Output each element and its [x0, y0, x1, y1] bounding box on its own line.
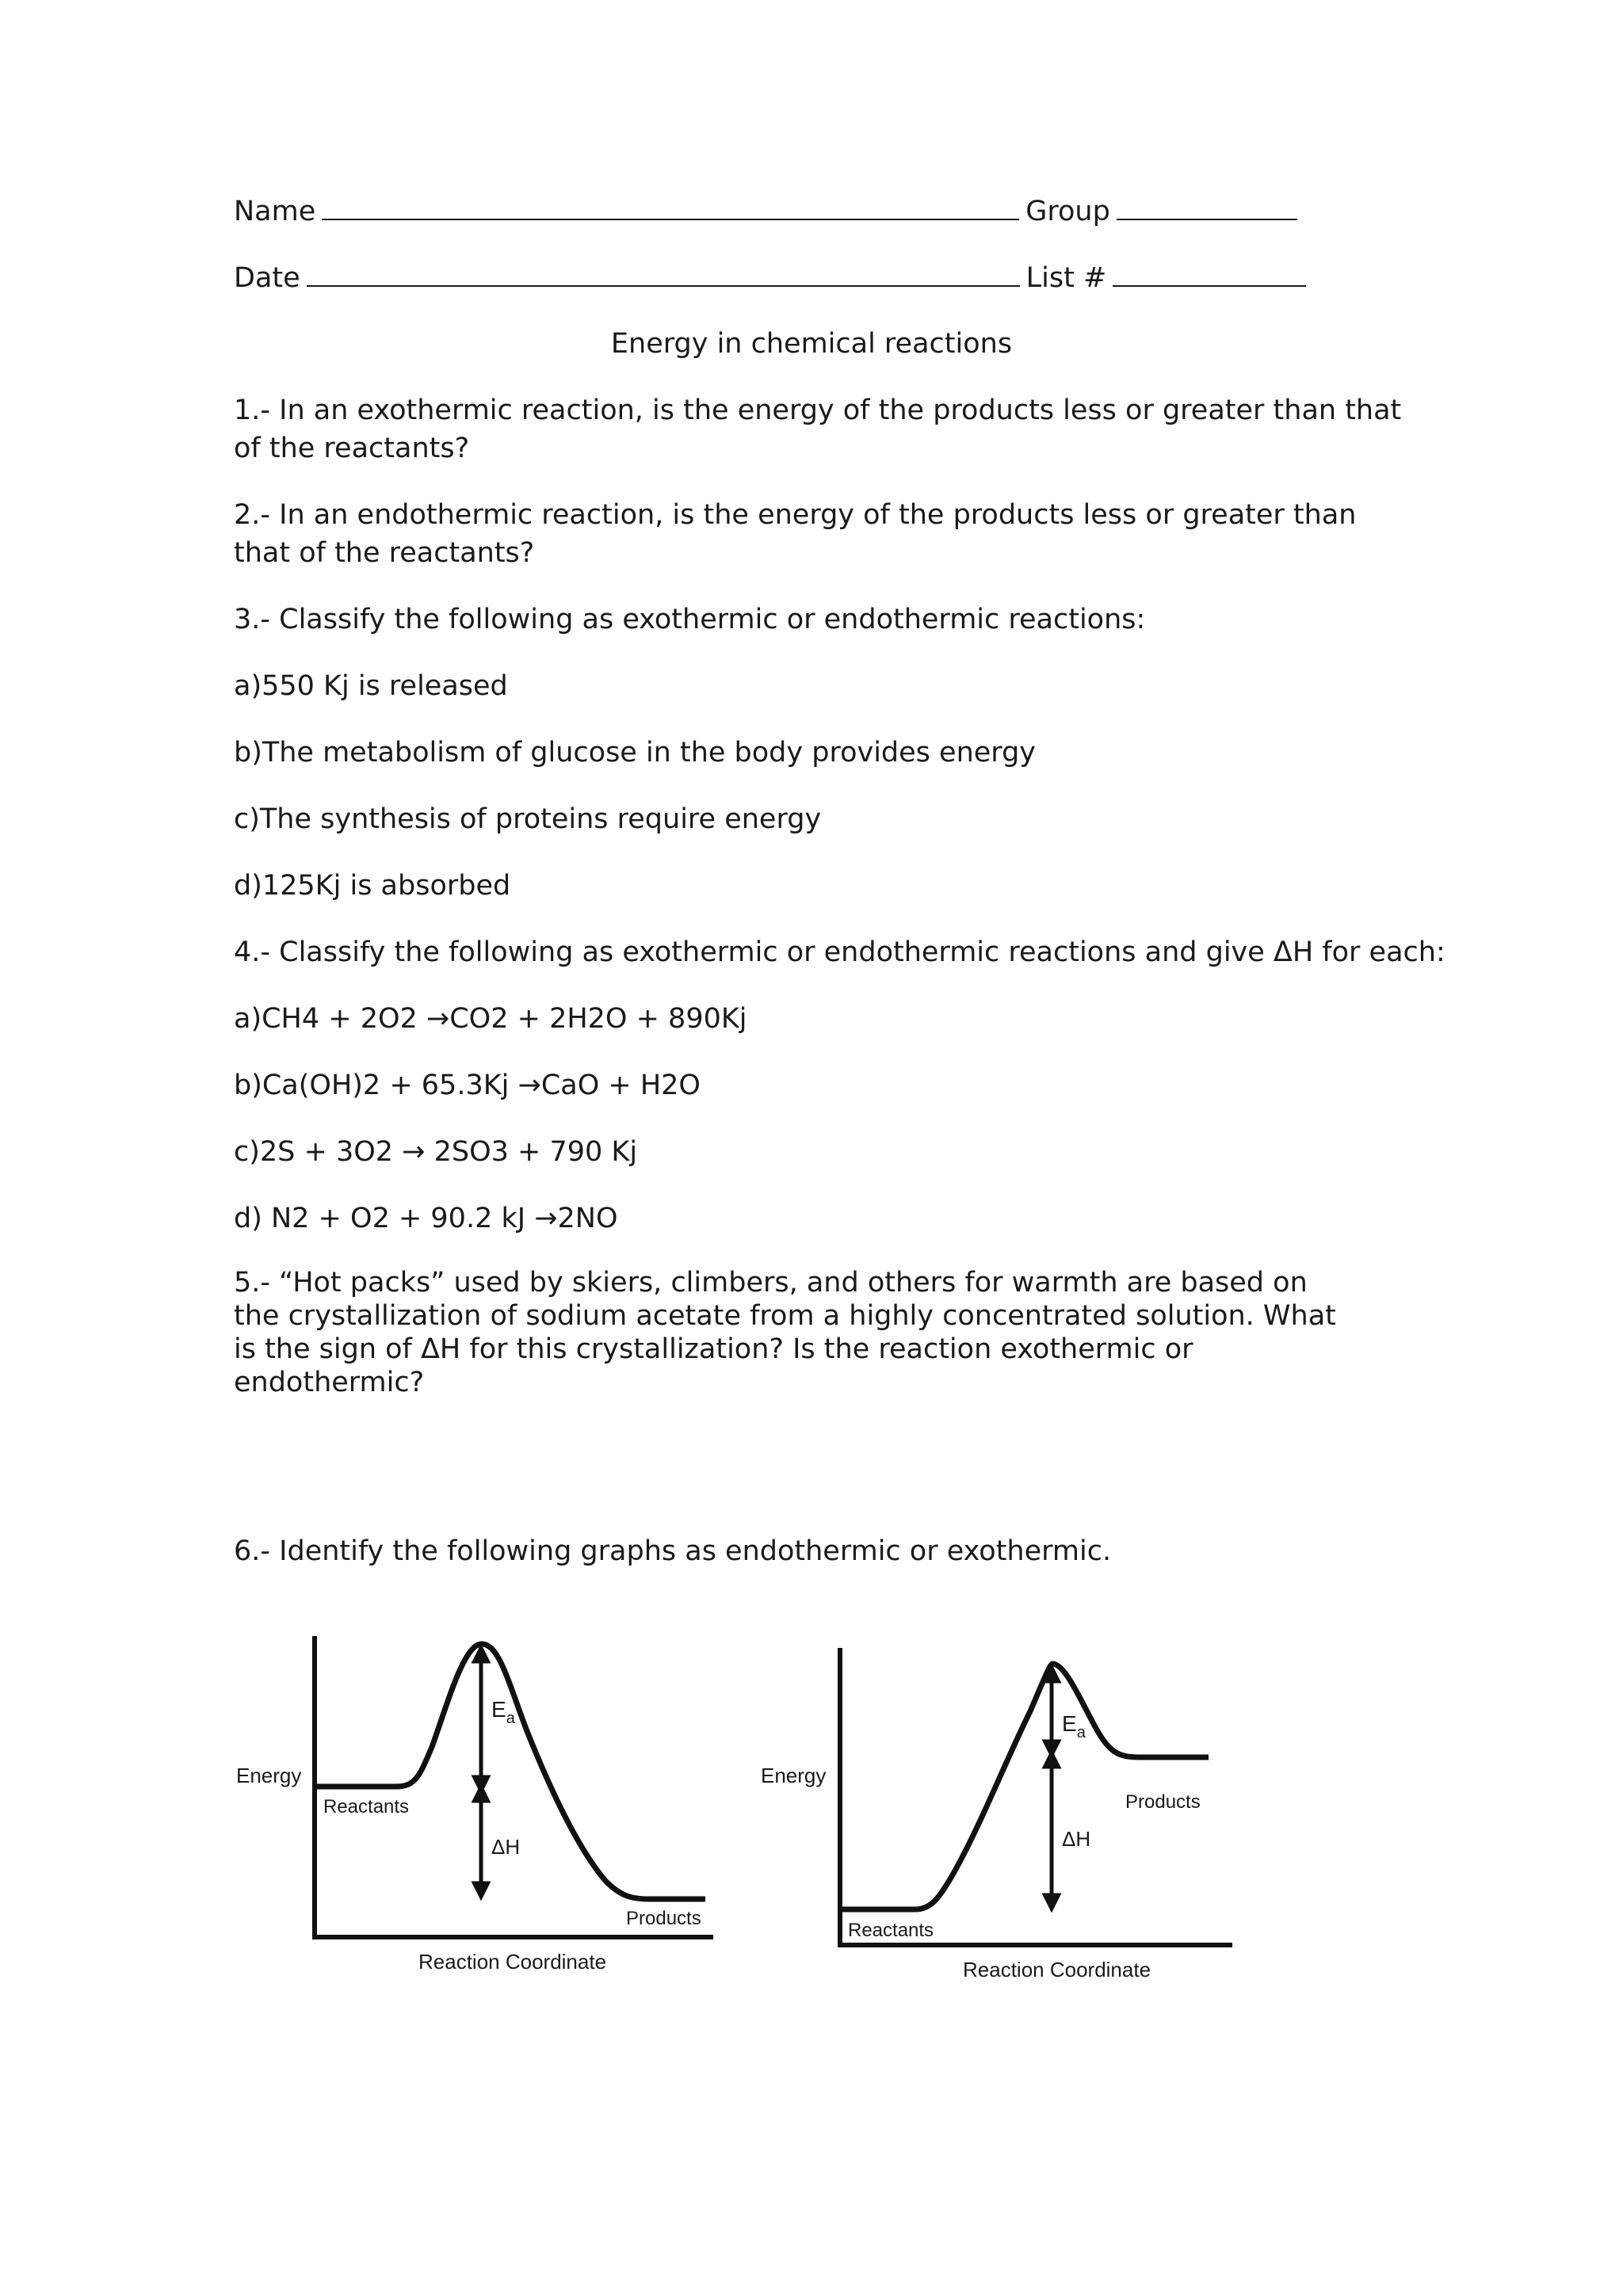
question-6: 6.- Identify the following graphs as endothermic or exothermic.: [234, 1535, 1112, 1567]
group-blank[interactable]: [1117, 192, 1297, 220]
question-3-item: c)The synthesis of proteins require energy: [234, 803, 822, 835]
question-5: 5.- “Hot packs” used by skiers, climbers, and others for warmth are based on the crystallization of sodium acetate from a highly concentrated solution. What is the sign of ΔH for this crystallization? Is the reaction exothermic or endothermic?: [234, 1267, 1336, 1398]
ea-label: $E_a$: [491, 1697, 515, 1727]
products-label: Products: [1125, 1791, 1201, 1813]
group-label: Group: [1025, 196, 1110, 227]
x-axis-label: Reaction Coordinate: [418, 1950, 607, 1974]
list-blank[interactable]: [1113, 258, 1306, 287]
energy-diagram-1: [230, 1620, 737, 1985]
question-3-item: d)125Kj is absorbed: [234, 870, 511, 902]
question-3: 3.- Classify the following as exothermic or endothermic reactions:: [234, 604, 1146, 635]
reactants-label: Reactants: [848, 1920, 934, 1941]
y-axis-label: Energy: [761, 1764, 827, 1787]
question-2: 2.- In an endothermic reaction, is the energy of the products less or greater than that of the reactants?: [234, 499, 1357, 569]
page-title: Energy in chemical reactions: [610, 328, 1013, 360]
date-row: [234, 258, 1312, 297]
energy-curve: [315, 1644, 705, 1899]
question-3-item: a)550 Kj is released: [234, 670, 508, 702]
x-axis-label: Reaction Coordinate: [963, 1958, 1151, 1981]
question-1: 1.- In an exothermic reaction, is the energy of the products less or greater than that of the reactants?: [234, 395, 1402, 464]
date-label: Date: [234, 262, 300, 294]
energy-curve: [840, 1664, 1209, 1909]
name-row: [234, 192, 1304, 231]
products-label: Products: [626, 1908, 701, 1929]
question-4-item: a)CH4 + 2O2 →CO2 + 2H2O + 890Kj: [234, 1003, 747, 1035]
name-label: Name: [234, 196, 316, 227]
name-blank[interactable]: [322, 192, 1019, 220]
energy-diagram-2: [753, 1640, 1260, 1989]
question-4-item: b)Ca(OH)2 + 65.3Kj →CaO + H2O: [234, 1070, 701, 1101]
list-label: List #: [1025, 262, 1107, 294]
question-4-item: c)2S + 3O2 → 2SO3 + 790 Kj: [234, 1136, 638, 1168]
question-3-item: b)The metabolism of glucose in the body provides energy: [234, 737, 1036, 769]
y-axis-label: Energy: [236, 1764, 302, 1787]
reactants-label: Reactants: [323, 1796, 410, 1817]
question-4-item: d) N2 + O2 + 90.2 kJ →2NO: [234, 1203, 618, 1234]
ea-label: $E_a$: [1062, 1711, 1086, 1741]
delta-h-label: ΔH: [1062, 1827, 1091, 1851]
question-4: 4.- Classify the following as exothermic or endothermic reactions and give ΔH for each:: [234, 936, 1445, 968]
date-blank[interactable]: [307, 258, 1020, 287]
delta-h-label: ΔH: [491, 1835, 521, 1859]
